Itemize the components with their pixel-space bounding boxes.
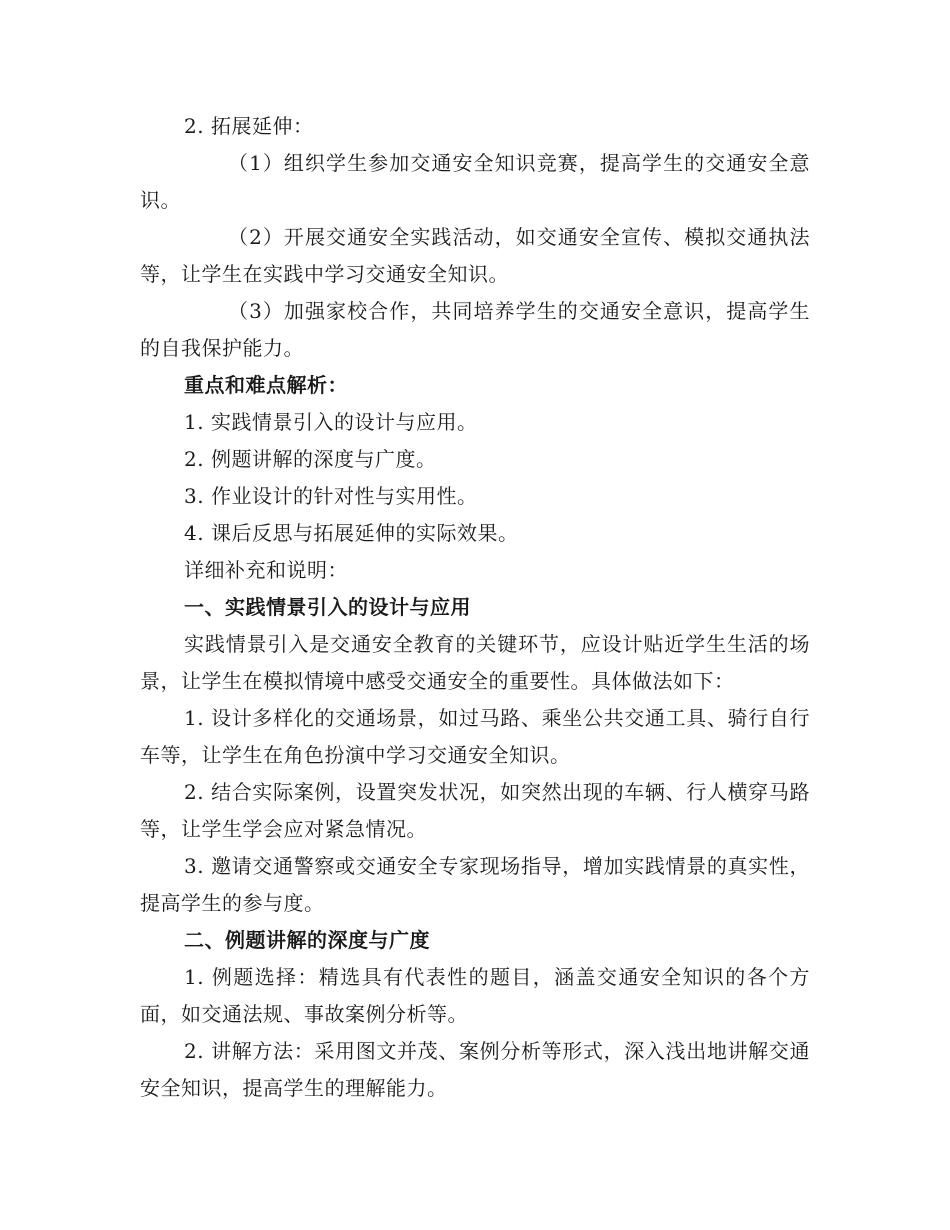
section-2-item-1: 1. 例题选择：精选具有代表性的题目，涵盖交通安全知识的各个方面，如交通法规、事故案例分析等。 <box>140 965 810 1026</box>
extend-heading: 2. 拓展延伸： <box>184 114 314 138</box>
details-intro: 详细补充和说明： <box>184 558 348 582</box>
key-point-3: 3. 作业设计的针对性与实用性。 <box>184 484 478 508</box>
section-1-item-2: 2. 结合实际案例，设置突发状况，如突然出现的车辆、行人横穿马路等，让学生学会应对紧急情况。 <box>140 780 810 841</box>
key-point-2: 2. 例题讲解的深度与广度。 <box>184 447 437 471</box>
section-2-item-2: 2. 讲解方法：采用图文并茂、案例分析等形式，深入浅出地讲解交通安全知识，提高学生的理解能力。 <box>140 1039 810 1100</box>
section-1-heading: 一、实践情景引入的设计与应用 <box>184 595 471 619</box>
extend-item-1: （1）组织学生参加交通安全知识竞赛，提高学生的交通安全意识。 <box>140 151 810 212</box>
section-1-item-1: 1. 设计多样化的交通场景，如过马路、乘坐公共交通工具、骑行自行车等，让学生在角色扮演中学习交通安全知识。 <box>140 706 810 767</box>
section-2-heading: 二、例题讲解的深度与广度 <box>184 928 430 952</box>
key-point-1: 1. 实践情景引入的设计与应用。 <box>184 410 478 434</box>
key-points-heading: 重点和难点解析： <box>184 373 348 397</box>
extend-item-3: （3）加强家校合作，共同培养学生的交通安全意识，提高学生的自我保护能力。 <box>140 299 810 360</box>
extend-item-2: （2）开展交通安全实践活动，如交通安全宣传、模拟交通执法等，让学生在实践中学习交通安全知识。 <box>140 225 810 286</box>
key-point-4: 4. 课后反思与拓展延伸的实际效果。 <box>184 521 519 545</box>
document-body <box>140 108 810 1107</box>
section-1-item-3: 3. 邀请交通警察或交通安全专家现场指导，增加实践情景的真实性，提高学生的参与度。 <box>140 854 810 915</box>
section-1-intro: 实践情景引入是交通安全教育的关键环节，应设计贴近学生生活的场景，让学生在模拟情境中感受交通安全的重要性。具体做法如下： <box>140 632 810 693</box>
